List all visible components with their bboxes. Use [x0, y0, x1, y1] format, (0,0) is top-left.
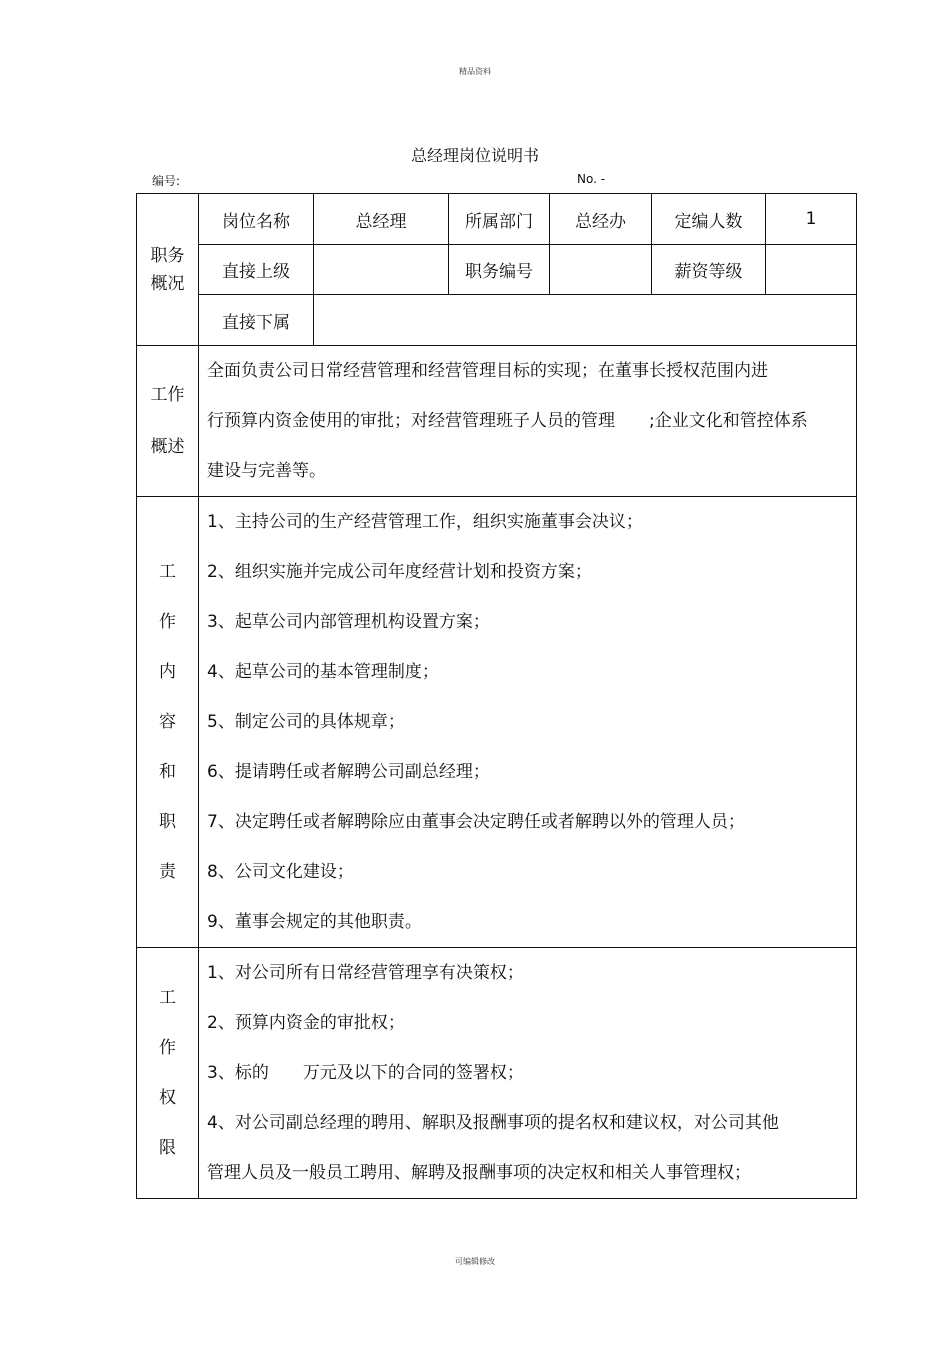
- salary-grade-label: 薪资等级: [652, 245, 766, 295]
- summary-text: [199, 346, 857, 497]
- list-item: 5、制定公司的具体规章；: [207, 712, 405, 732]
- overview-row-2: [137, 245, 857, 295]
- superior-label: 直接上级: [199, 245, 314, 295]
- list-item: 1、主持公司的生产经营管理工作，组织实施董事会决议；: [207, 512, 643, 532]
- list-item-continuation: 管理人员及一般员工聘用、解聘及报酬事项的决定权和相关人事管理权；: [207, 1163, 751, 1183]
- summary-row: [137, 346, 857, 497]
- department-value: 总经办: [550, 194, 652, 245]
- summary-line-2: 行预算内资金使用的审批；对经营管理班子人员的管理 ;企业文化和管控体系: [207, 411, 808, 431]
- overview-section-label: 职务 概况: [137, 194, 199, 346]
- overview-row-1: [137, 194, 857, 245]
- list-item: 8、公司文化建设；: [207, 862, 354, 882]
- salary-grade-value: [766, 245, 857, 295]
- authority-row: [137, 948, 857, 1199]
- duties-list: [199, 497, 857, 948]
- authority-list: [199, 948, 857, 1199]
- list-item: 4、起草公司的基本管理制度；: [207, 662, 439, 682]
- headcount-label: 定编人数: [652, 194, 766, 245]
- footer-note: 可编辑修改: [455, 1257, 495, 1266]
- list-item: 4、对公司副总经理的聘用、解职及报酬事项的提名权和建议权，对公司其他: [207, 1113, 779, 1133]
- subordinate-label: 直接下属: [199, 295, 314, 346]
- header-note: 精品资料: [459, 67, 491, 76]
- job-code-label: 职务编号: [449, 245, 550, 295]
- list-item: 7、决定聘任或者解聘除应由董事会决定聘任或者解聘以外的管理人员；: [207, 812, 745, 832]
- overview-row-3: [137, 295, 857, 346]
- post-name-label: 岗位名称: [199, 194, 314, 245]
- summary-section-label: 工作 概述: [137, 346, 199, 497]
- list-item: 2、组织实施并完成公司年度经营计划和投资方案；: [207, 562, 592, 582]
- superior-value: [314, 245, 449, 295]
- department-label: 所属部门: [449, 194, 550, 245]
- subordinate-value: [314, 295, 857, 346]
- duties-row: [137, 497, 857, 948]
- summary-line-3: 建设与完善等。: [207, 461, 326, 481]
- job-code-value: [550, 245, 652, 295]
- duties-section-label: 工 作 内 容 和 职 责: [137, 497, 199, 948]
- list-item: 2、预算内资金的审批权；: [207, 1013, 405, 1033]
- post-name-value: 总经理: [314, 194, 449, 245]
- list-item: 6、提请聘任或者解聘公司副总经理；: [207, 762, 490, 782]
- list-item: 3、标的 万元及以下的合同的签署权；: [207, 1063, 524, 1083]
- document-number-label: No. -: [577, 172, 606, 186]
- list-item: 3、起草公司内部管理机构设置方案；: [207, 612, 490, 632]
- authority-section-label: 工 作 权 限: [137, 948, 199, 1199]
- list-item: 1、对公司所有日常经营管理享有决策权；: [207, 963, 524, 983]
- document-title: 总经理岗位说明书: [410, 146, 539, 165]
- document-code-label: 编号:: [152, 174, 181, 188]
- summary-line-1: 全面负责公司日常经营管理和经营管理目标的实现；在董事长授权范围内进: [207, 361, 768, 381]
- list-item: 9、董事会规定的其他职责。: [207, 912, 422, 932]
- job-description-table: [136, 193, 857, 1199]
- headcount-value: 1: [766, 194, 857, 245]
